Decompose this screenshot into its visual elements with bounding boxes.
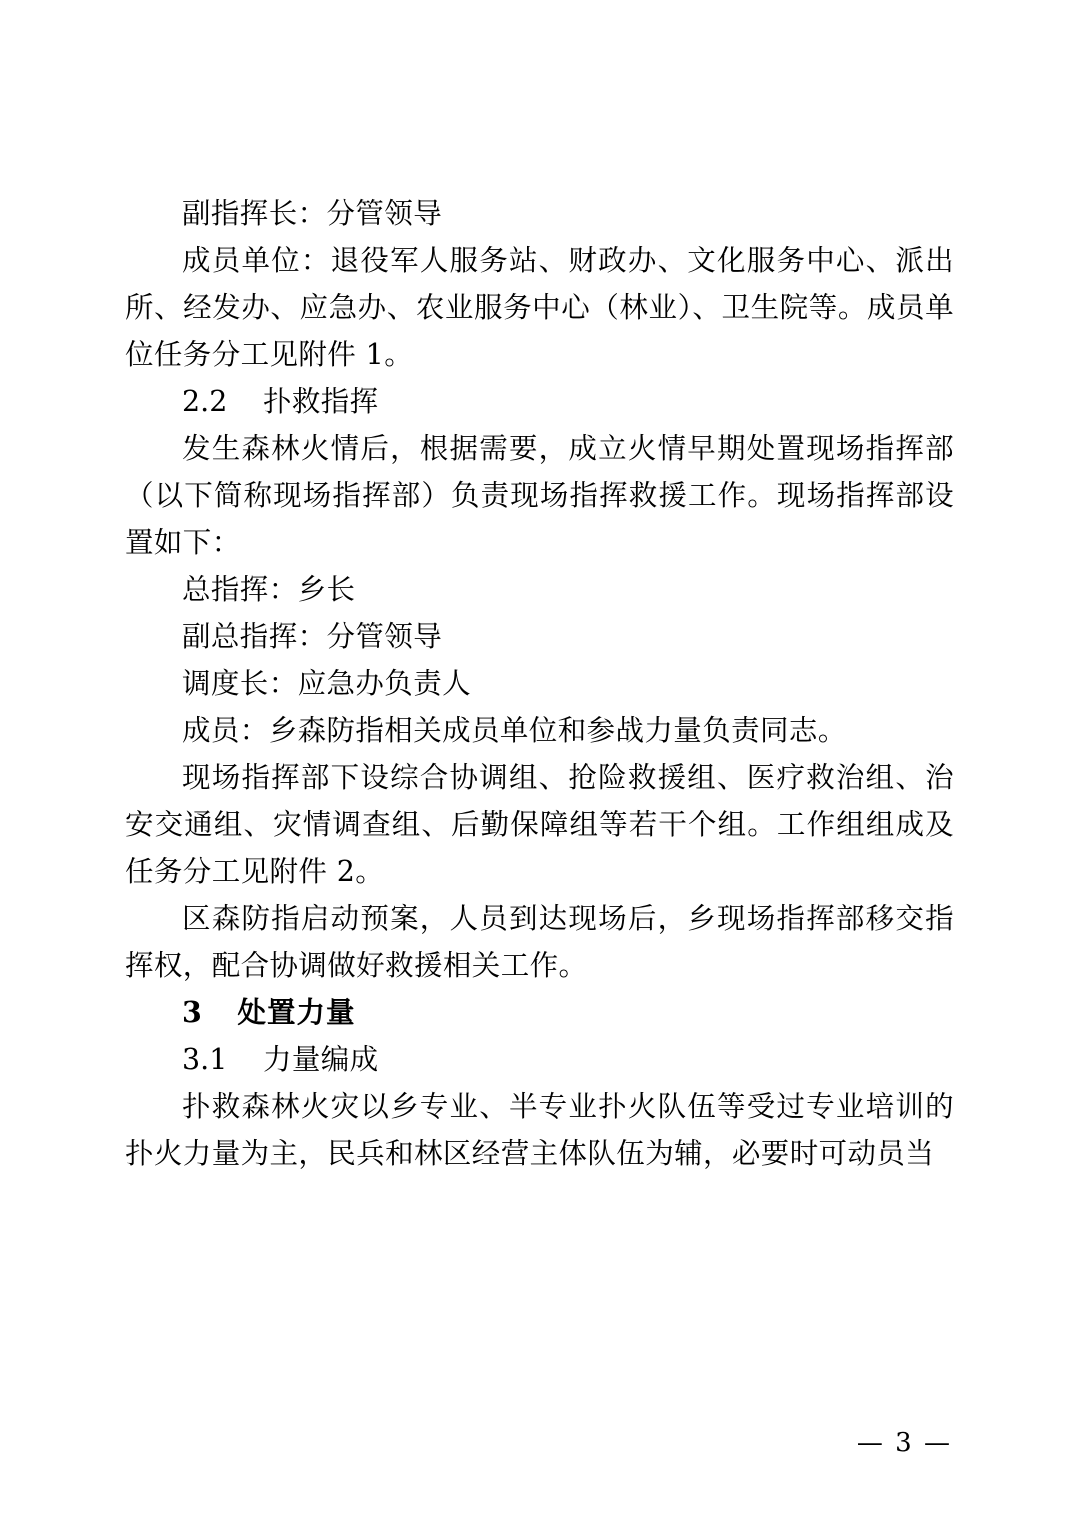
paragraph-onsite-command-setup: 发生森林火情后，根据需要，成立火情早期处置现场指挥部（以下简称现场指挥部）负责现场指挥救援工作。现场指挥部设置如下：: [125, 432, 954, 559]
paragraph-handover-command: 区森防指启动预案，人员到达现场后，乡现场指挥部移交指挥权，配合协调做好救援相关工作。: [125, 902, 954, 982]
heading-number: 2.2: [182, 385, 228, 418]
paragraph-deputy-chief-commander: 副总指挥：分管领导: [182, 620, 443, 653]
heading-text: 处置力量: [237, 995, 356, 1029]
heading-3-response-forces: [125, 989, 954, 1036]
heading-number: 3.1: [182, 1043, 228, 1076]
paragraph-chief-commander: 总指挥：乡长: [182, 573, 356, 606]
heading-text: 力量编成: [262, 1043, 379, 1076]
paragraph-working-groups: 现场指挥部下设综合协调组、抢险救援组、医疗救治组、治安交通组、灾情调查组、后勤保障组等若干个组。工作组组成及任务分工见附件 2。: [125, 761, 954, 888]
heading-text: 扑救指挥: [262, 385, 379, 418]
page-number: — 3 —: [856, 1428, 952, 1458]
heading-2-2-extinguish-command: [125, 378, 954, 425]
document-body: [125, 190, 954, 1177]
paragraph-deputy-commander: 副指挥长：分管领导: [182, 197, 443, 230]
paragraph-members: 成员：乡森防指相关成员单位和参战力量负责同志。: [182, 714, 847, 747]
heading-number: 3: [182, 995, 202, 1029]
paragraph-force-composition-body: 扑救森林火灾以乡专业、半专业扑火队伍等受过专业培训的扑火力量为主，民兵和林区经营主体队伍为辅，必要时可动员当: [125, 1090, 954, 1170]
heading-3-1-force-composition: [125, 1036, 954, 1083]
paragraph-member-units: 成员单位：退役军人服务站、财政办、文化服务中心、派出所、经发办、应急办、农业服务中心（林业）、卫生院等。成员单位任务分工见附件 1。: [125, 244, 954, 371]
paragraph-dispatch-chief: 调度长：应急办负责人: [182, 667, 472, 700]
